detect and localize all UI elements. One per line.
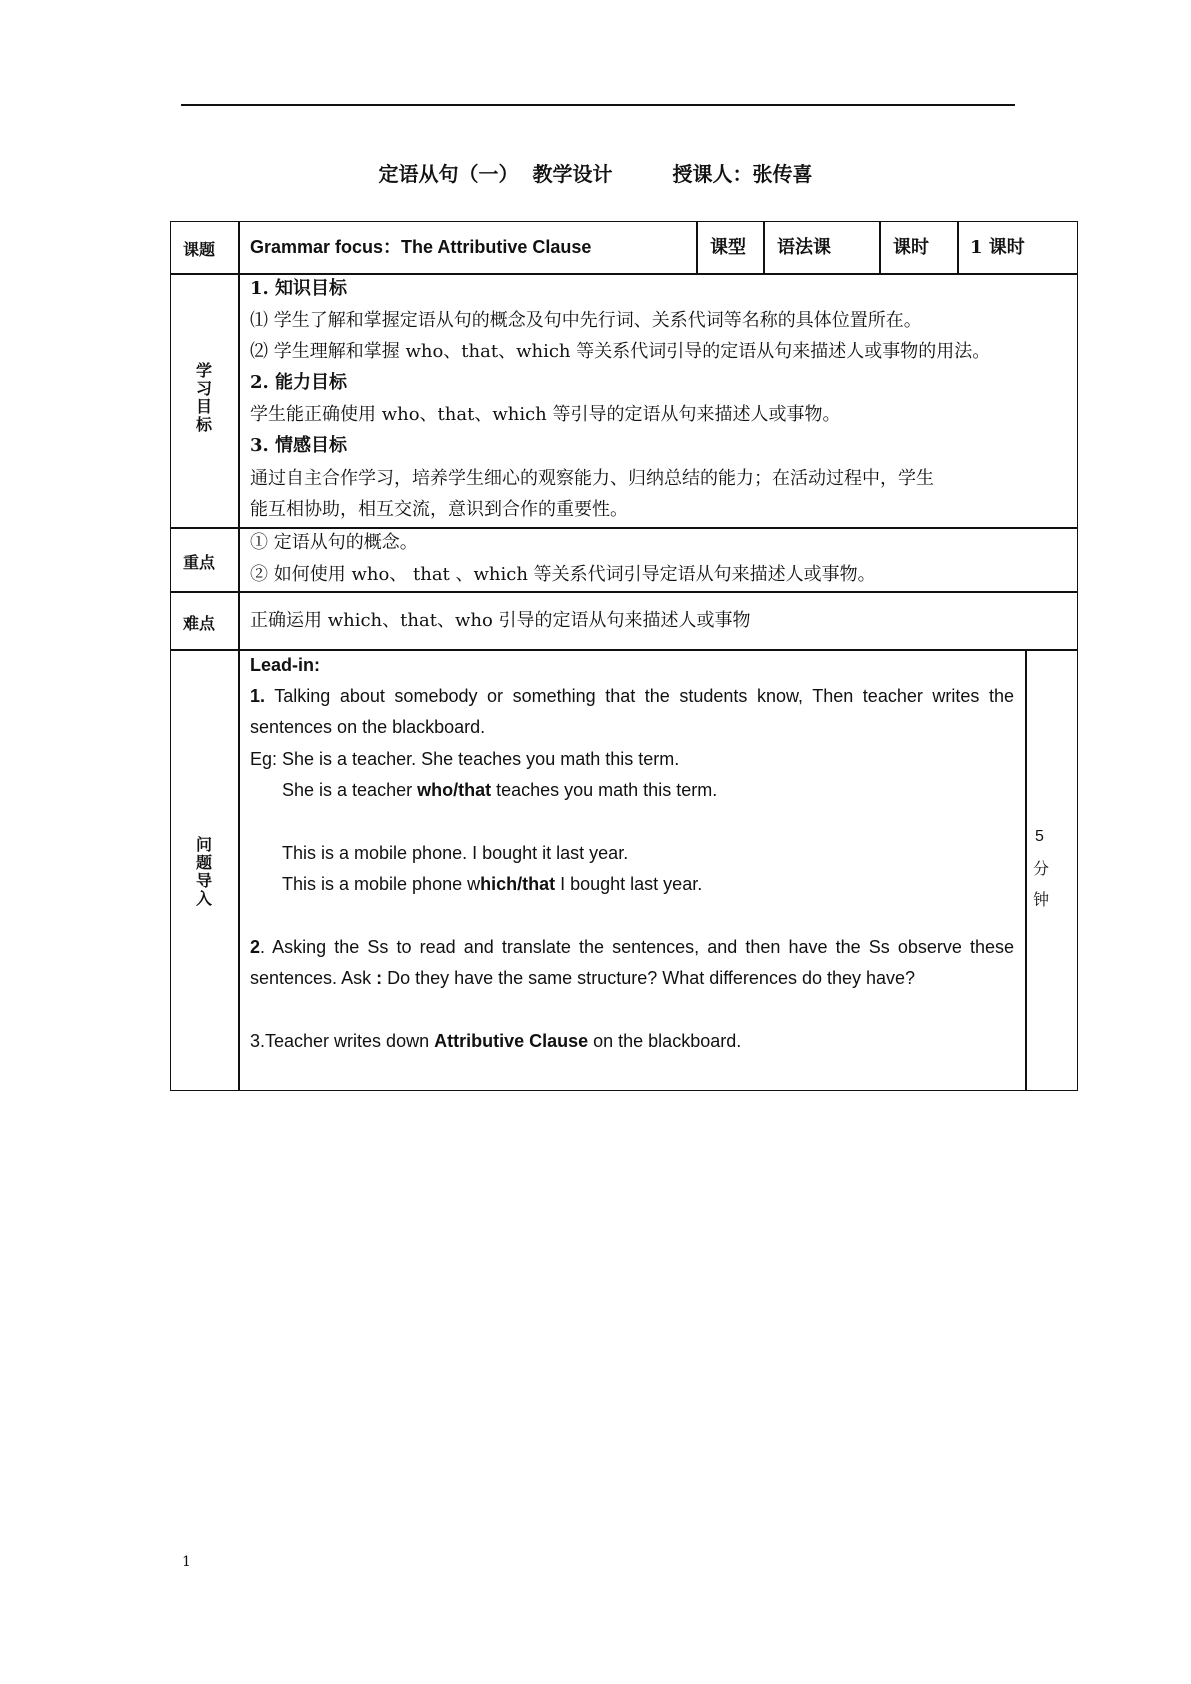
emotion-text-line-2: 能互相协助，相互交流，意识到合作的重要性。: [250, 499, 628, 520]
goals-label: 学习目标: [195, 361, 212, 434]
time-unit-1: 分: [1033, 859, 1050, 878]
leadin-step-3: [250, 1026, 741, 1057]
leadin-step-3-post: on the blackboard.: [588, 1031, 742, 1051]
topic-value: Grammar focus：The Attributive Clause: [250, 237, 592, 257]
example-1: Eg: She is a teacher. She teaches you math this term.: [250, 749, 680, 769]
key-points-label: 重点: [183, 553, 216, 572]
example-2: [282, 775, 717, 806]
knowledge-title: 1. 知识目标: [250, 278, 348, 299]
leadin-step-1: [250, 681, 1014, 743]
topic-label: 课题: [183, 240, 216, 259]
difficulty-text: 正确运用 which、that、who 引导的定语从句来描述人或事物: [250, 610, 751, 631]
leadin-label: 问题导入: [195, 835, 212, 908]
page-number: 1: [182, 1554, 191, 1570]
teacher-name: 授课人：张传喜: [672, 162, 813, 186]
time-unit-2: 钟: [1033, 890, 1050, 909]
ability-title: 2. 能力目标: [250, 372, 348, 393]
hours-label: 课时: [893, 237, 929, 258]
type-label: 课型: [710, 237, 746, 258]
leadin-step-3-bold: Attributive Clause: [434, 1031, 589, 1051]
leadin-step-2-text-a: . Asking the Ss to read and translate the sentences, and then have the Ss observe these sentences. Ask: [250, 937, 1014, 988]
example-3: This is a mobile phone. I bought it last year.: [282, 843, 629, 863]
example-4: [282, 869, 702, 900]
leadin-step-2: [250, 932, 1014, 994]
example-2-post: teaches you math this term.: [491, 780, 718, 800]
example-4-bold: hich/that: [480, 874, 556, 894]
time-number: 5: [1035, 828, 1044, 845]
header-rule: [181, 104, 1015, 106]
emotion-title: 3. 情感目标: [250, 435, 348, 456]
ability-text: 学生能正确使用 who、that、which 等引导的定语从句来描述人或事物。: [250, 404, 841, 425]
lesson-title: 定语从句（一） 教学设计: [378, 162, 613, 186]
knowledge-item-2: ⑵ 学生理解和掌握 who、that、which 等关系代词引导的定语从句来描述人或事物的用法。: [250, 341, 991, 362]
leadin-step-2-colon: :: [376, 968, 383, 988]
hours-value: 1 课时: [970, 237, 1025, 258]
leadin-step-1-text: Talking about somebody or something that the students know, Then teacher writes the sentences on the blackboard.: [250, 686, 1014, 737]
type-value: 语法课: [777, 237, 831, 258]
document-title: [0, 158, 1191, 187]
leadin-step-2-number: 2: [250, 937, 261, 957]
key-point-1: ① 定语从句的概念。: [250, 532, 418, 553]
leadin-step-2-text-b: Do they have the same structure? What differences do they have?: [382, 968, 916, 988]
example-4-post: I bought last year.: [555, 874, 703, 894]
knowledge-item-1: ⑴ 学生了解和掌握定语从句的概念及句中先行词、关系代词等名称的具体位置所在。: [250, 310, 922, 331]
key-point-2: ② 如何使用 who、 that 、which 等关系代词引导定语从句来描述人或事物。: [250, 564, 876, 585]
example-4-pre: This is a mobile phone w: [282, 874, 481, 894]
leadin-step-3-pre: 3.Teacher writes down: [250, 1031, 435, 1051]
example-2-pre: She is a teacher: [282, 780, 418, 800]
emotion-text-line-1: 通过自主合作学习，培养学生细心的观察能力、归纳总结的能力；在活动过程中，学生: [250, 468, 934, 489]
leadin-heading: Lead-in:: [250, 655, 320, 675]
difficulty-label: 难点: [183, 614, 216, 633]
example-2-bold: who/that: [417, 780, 492, 800]
leadin-step-1-number: 1.: [250, 686, 266, 706]
